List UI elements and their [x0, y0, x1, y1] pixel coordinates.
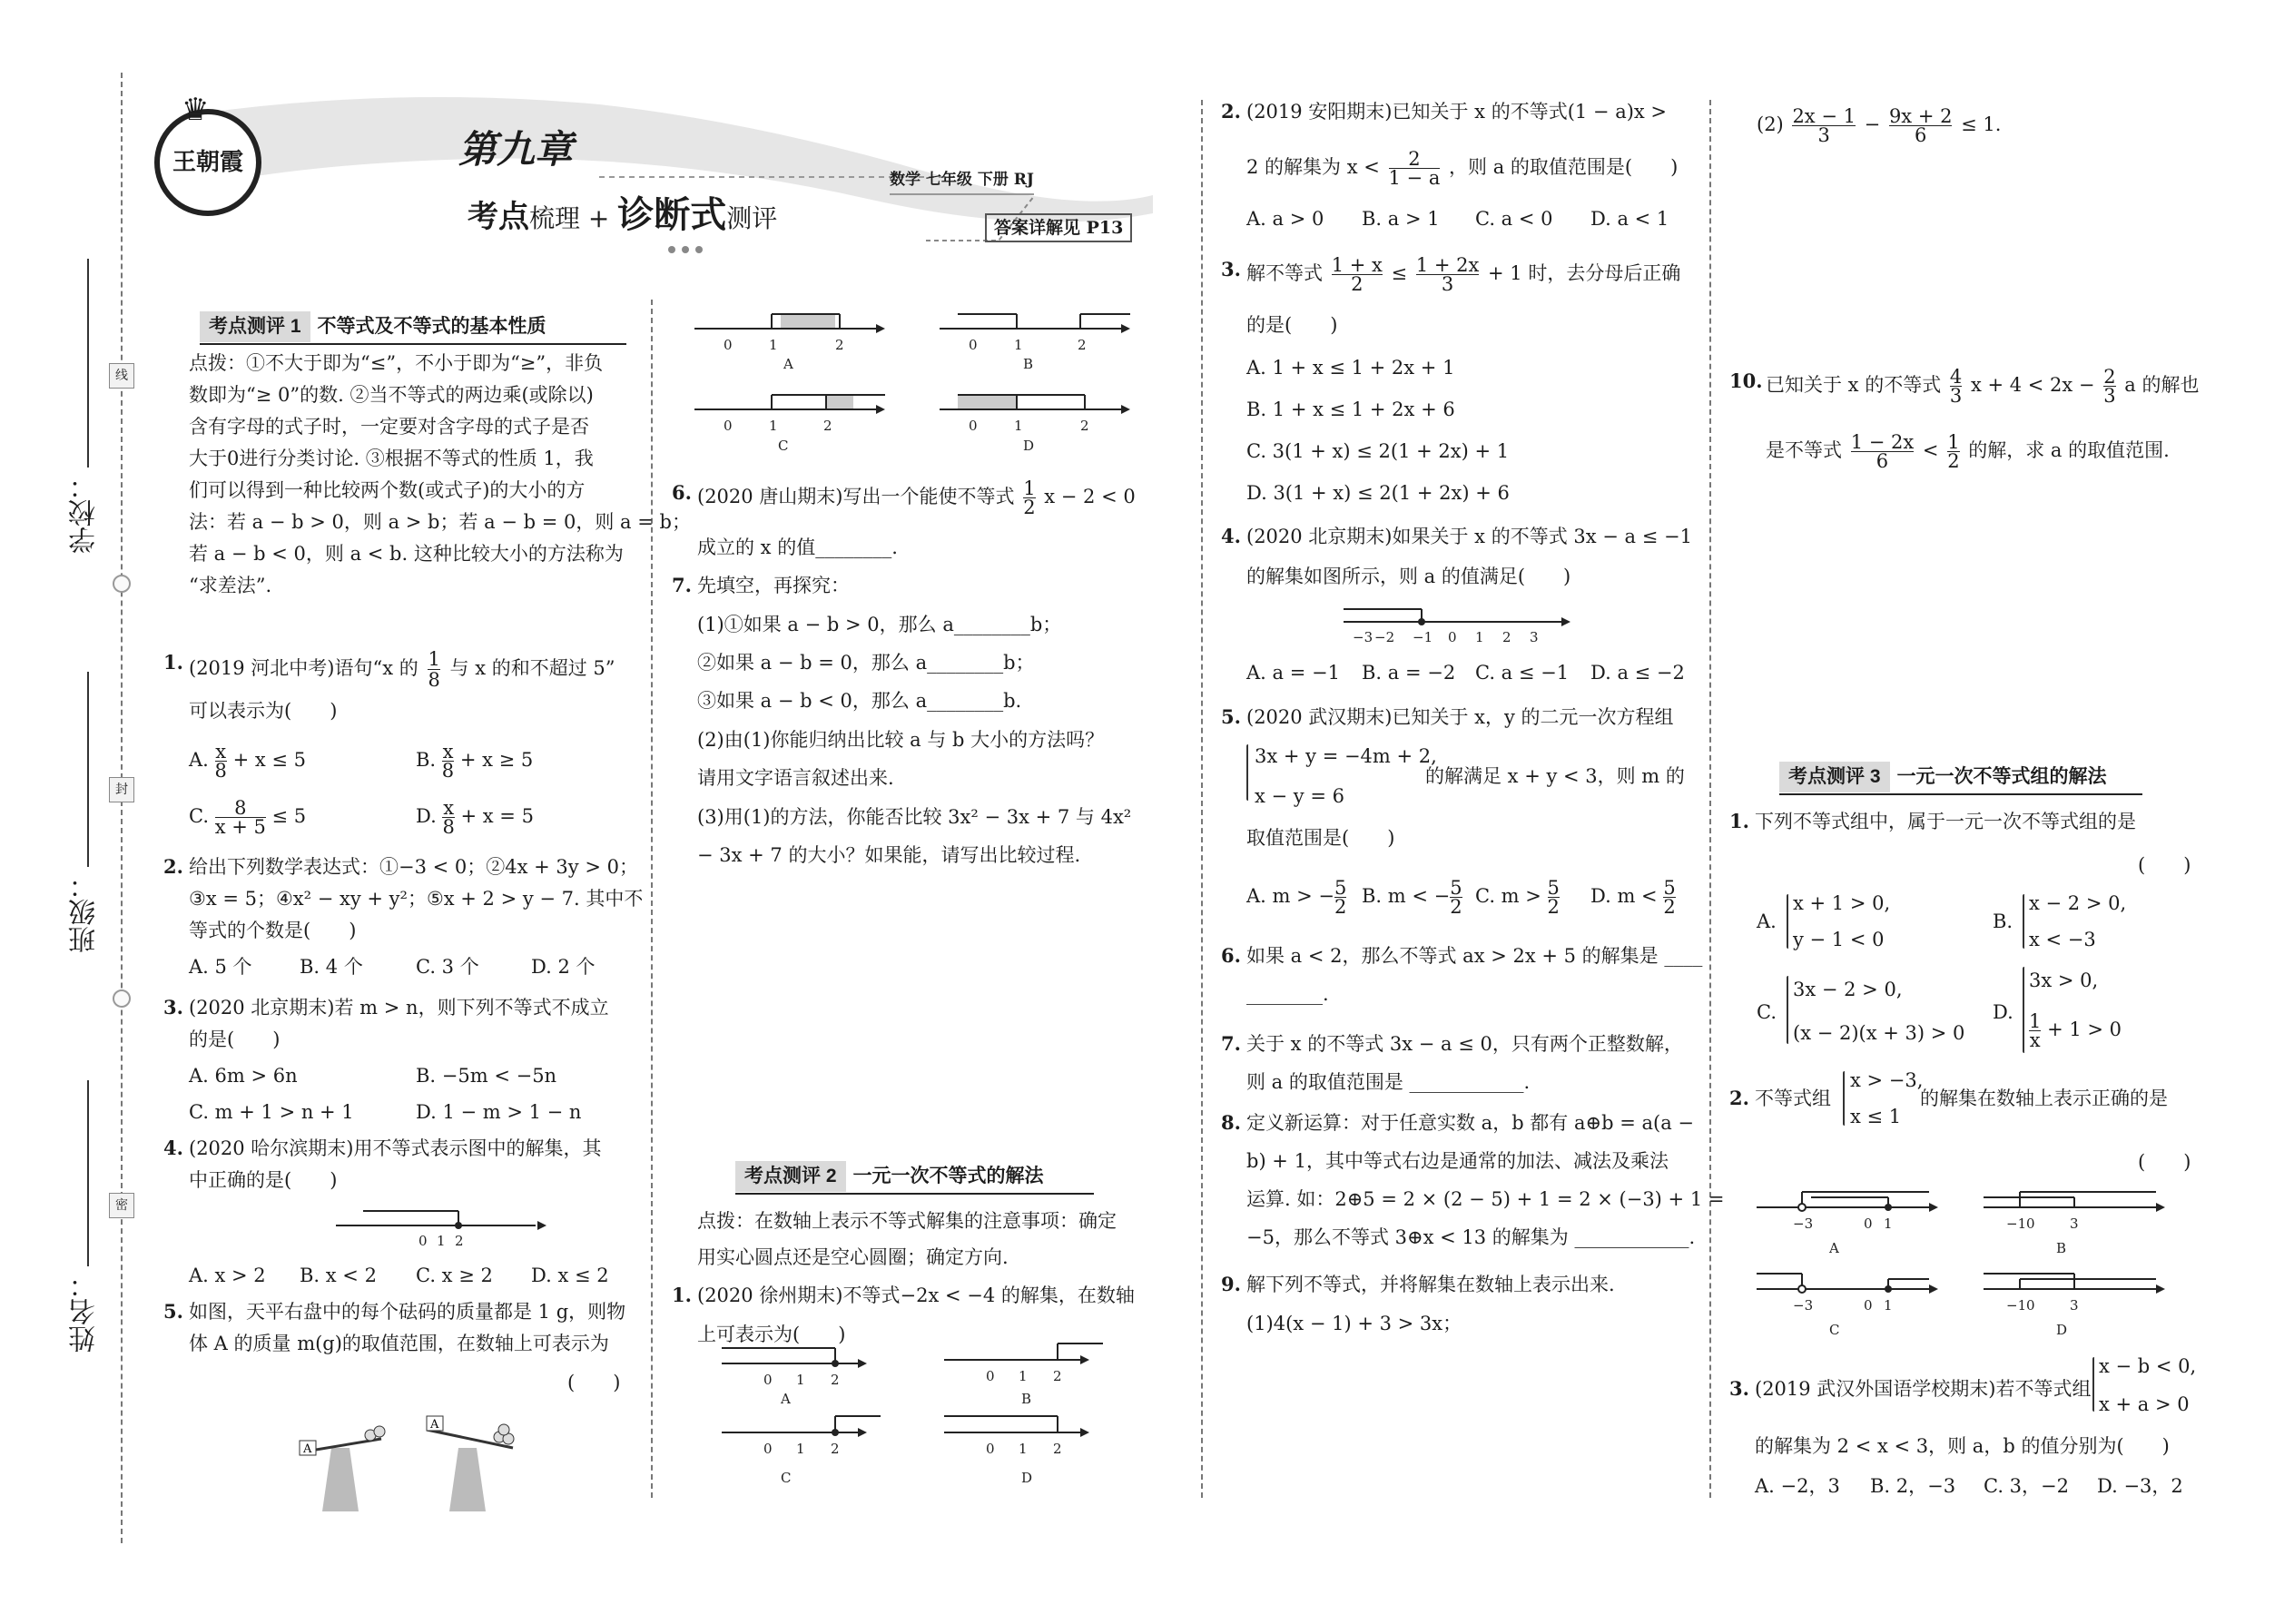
- question-number: 1.: [672, 1284, 692, 1306]
- option-b-eq: x < −3: [2029, 929, 2096, 950]
- svg-text:2: 2: [831, 1372, 840, 1388]
- svg-text:2: 2: [1053, 1368, 1062, 1384]
- svg-text:0: 0: [763, 1372, 773, 1388]
- q7-line[interactable]: ②如果 a − b = 0，那么 a________b；: [697, 652, 1035, 674]
- svg-text:2: 2: [1053, 1441, 1062, 1457]
- s3q2-option-d-line: [1984, 1266, 2174, 1339]
- question-number: 5.: [163, 1300, 183, 1323]
- q2-line2: 2 的解集为 x < $\frac{2}{1 - a}$ ，则 a 的取值范围是( ): [1246, 148, 1679, 189]
- svg-text:2: 2: [1502, 629, 1511, 645]
- q5-line: 如图，天平右盘中的每个砝码的质量都是 1 g，则物: [189, 1301, 626, 1323]
- shaded-range: [781, 314, 835, 329]
- question-number: 6.: [672, 481, 692, 504]
- svg-text:0: 0: [986, 1441, 995, 1457]
- option-d[interactable]: D. $\frac{x}{8}$ + x = 5: [416, 797, 534, 838]
- system-brace: [2023, 894, 2024, 949]
- system-brace: [2023, 967, 2024, 1053]
- svg-text:−3: −3: [1353, 629, 1373, 645]
- svg-text:A: A: [303, 1442, 312, 1456]
- svg-text:0: 0: [969, 418, 978, 434]
- q5-line3: 取值范围是( ): [1246, 827, 1395, 849]
- s3q2-option-c-line: [1757, 1266, 1947, 1339]
- section-2-heading: 考点测评 2 一元一次不等式的解法: [735, 1160, 1044, 1191]
- option-a-label[interactable]: A.: [1757, 910, 1777, 932]
- q4-line: (2020 北京期末)如果关于 x 的不等式 3x − a ≤ −1: [1246, 526, 1692, 547]
- option-a[interactable]: A. x > 2: [189, 1265, 266, 1286]
- question-number: 4.: [1221, 525, 1241, 547]
- question-number: 3.: [163, 996, 183, 1019]
- svg-text:0: 0: [1448, 629, 1457, 645]
- section-1-heading: 考点测评 1 不等式及不等式的基本性质: [200, 310, 546, 341]
- q6-line[interactable]: 如果 a < 2，那么不等式 ax > 2x + 5 的解集是 ____: [1246, 945, 1703, 967]
- question-number: 9.: [1221, 1273, 1241, 1295]
- gram-weight: [498, 1424, 509, 1435]
- svg-text:−1: −1: [1413, 629, 1433, 645]
- tick-label: 0: [418, 1233, 428, 1249]
- question-number: 7.: [1221, 1032, 1241, 1055]
- q9-line: (1)4(x − 1) + 3 > 3x；: [1246, 1313, 1462, 1334]
- gram-weight: [374, 1426, 385, 1437]
- q10-line: 已知关于 x 的不等式 $\frac{4}{3}$ x + 4 < 2x − $\frac{2}{3}$ a 的解也: [1766, 366, 2200, 407]
- q1-text-line2: 可以表示为( ): [189, 700, 338, 722]
- s3q3-eq: x − b < 0,: [2099, 1355, 2197, 1377]
- logo-crown-icon: ♛: [182, 92, 210, 128]
- option-d[interactable]: D. m < $\frac{5}{2}$: [1590, 877, 1676, 918]
- option-c[interactable]: C. $\frac{8}{x + 5}$ ≤ 5: [189, 797, 307, 838]
- shaded-range: [826, 395, 853, 409]
- system-eq-1: 3x + y = −4m + 2,: [1255, 745, 1437, 767]
- q5-option-d-line: [940, 386, 1139, 454]
- svg-text:−1: −1: [2006, 1216, 2027, 1232]
- svg-text:2: 2: [831, 1441, 840, 1457]
- q2-line: 等式的个数是( ): [189, 920, 357, 941]
- question-number: 7.: [672, 574, 692, 596]
- svg-text:0: 0: [724, 418, 733, 434]
- option-c[interactable]: C. m > $\frac{5}{2}$: [1475, 877, 1560, 918]
- q8-line: 运算. 如：2⊕5 = 2 × (2 − 5) + 1 = 2 × (−3) + 1 =: [1246, 1188, 1725, 1210]
- tick-label: 2: [455, 1233, 464, 1249]
- option-c-eq: 3x − 2 > 0,: [1793, 979, 1903, 1000]
- s2q1-option-d-line: [944, 1407, 1108, 1489]
- chapter-title: 第九章: [458, 127, 574, 172]
- q2-line: (2019 安阳期末)已知关于 x 的不等式(1 − a)x >: [1246, 101, 1668, 123]
- svg-text:1: 1: [1884, 1216, 1893, 1232]
- class-field[interactable]: [87, 672, 89, 867]
- svg-text:0: 0: [1864, 1297, 1873, 1314]
- option-label: B: [1021, 1391, 1032, 1407]
- name-field[interactable]: [87, 1080, 89, 1266]
- fraction: $\frac{1}{8}$: [428, 648, 440, 691]
- school-field[interactable]: [87, 259, 89, 468]
- option-label: B: [1023, 356, 1034, 372]
- option-label: D: [1021, 1470, 1033, 1486]
- option-d-eq: $\frac{1}{x}$ + 1 > 0: [2029, 1010, 2122, 1051]
- column-divider-1: [651, 300, 653, 1498]
- q7-line[interactable]: ③如果 a − b < 0，那么 a________b.: [697, 690, 1022, 712]
- option-d[interactable]: D. a < 1: [1590, 208, 1669, 230]
- option-d[interactable]: D. x ≤ 2: [531, 1265, 609, 1286]
- q8-line: 定义新运算：对于任意实数 a，b 都有 a⊕b = a(a −: [1246, 1112, 1694, 1134]
- binding-hole-2: [113, 989, 131, 1008]
- option-b[interactable]: B. 4 个: [300, 956, 363, 978]
- svg-text:A: A: [430, 1418, 439, 1432]
- svg-text:2: 2: [1080, 418, 1089, 434]
- q5-paren: ( ): [567, 1372, 621, 1393]
- s2q1-line: (2020 徐州期末)不等式−2x < −4 的解集，在数轴: [697, 1284, 1135, 1306]
- q7-line: (2)由(1)你能归纳出比较 a 与 b 大小的方法吗？: [697, 729, 1105, 751]
- s2q1-option-b-line: [944, 1334, 1108, 1407]
- question-number: 2.: [1221, 100, 1241, 123]
- option-a[interactable]: A. m > − $\frac{5}{2}$: [1246, 877, 1347, 918]
- q2-line: ③x = 5；④x² − xy + y²；⑤x + 2 > y − 7. 其中不: [189, 888, 644, 910]
- q6-line[interactable]: ________.: [1246, 983, 1329, 1005]
- q9-line: 解下列不等式，并将解集在数轴上表示出来.: [1246, 1274, 1615, 1295]
- s3q3-eq: x + a > 0: [2099, 1393, 2190, 1415]
- q7-line: (3)用(1)的方法，你能否比较 3x² − 3x + 7 与 4x²: [697, 806, 1132, 828]
- s3q2-post: 的解集在数轴上表示正确的是: [1920, 1088, 2168, 1109]
- tip-line: 数即为“≥ 0”的数. ②当不等式的两边乘(或除以): [189, 384, 594, 406]
- section-2-rule: [735, 1193, 1094, 1195]
- option-b[interactable]: B. a = −2: [1362, 662, 1456, 684]
- subject-meta: 数学 七年级 下册 RJ: [890, 166, 1034, 195]
- tip-line: 若 a − b < 0，则 a < b. 这种比较大小的方法称为: [189, 543, 624, 565]
- page-subtitle: 考点梳理 + 诊断式测评: [468, 193, 778, 236]
- axis-arrow: [537, 1221, 546, 1230]
- tip-line: 点拨：①不大于即为“≤”，不小于即为“≥”，非负: [189, 352, 604, 374]
- option-label: D: [2056, 1322, 2068, 1338]
- option-c[interactable]: C. 3，−2: [1984, 1475, 2069, 1497]
- q2-line: 给出下列数学表达式：①−3 < 0；②4x + 3y > 0；: [189, 856, 638, 878]
- q3-line2: 的是( ): [1246, 314, 1338, 336]
- tip-line: 法：若 a − b > 0，则 a > b；若 a − b = 0，则 a = b；: [189, 511, 691, 533]
- question-number: 5.: [1221, 705, 1241, 728]
- binding-hole-1: [113, 575, 131, 593]
- s2q1-line: 上可表示为( ): [697, 1324, 846, 1345]
- svg-text:1: 1: [796, 1441, 805, 1457]
- option-b[interactable]: B. x < 2: [300, 1265, 377, 1286]
- tip-line: 大于0进行分类讨论. ③根据不等式的性质 1，我: [189, 448, 594, 469]
- scale-base-1: [322, 1448, 359, 1511]
- seal-marker-1: 线: [109, 363, 134, 389]
- q7-line[interactable]: 则 a 的取值范围是 ____________.: [1246, 1071, 1531, 1093]
- option-b[interactable]: B. a > 1: [1362, 208, 1440, 230]
- option-label: A: [1829, 1240, 1839, 1256]
- answer-reference: 答案详解见 P13: [985, 213, 1132, 242]
- column-divider-3: [1709, 100, 1711, 1498]
- svg-text:1: 1: [1014, 418, 1023, 434]
- system-brace: [2092, 1357, 2094, 1412]
- q3-line: (2020 北京期末)若 m > n，则下列不等式不成立: [189, 997, 609, 1019]
- svg-text:−3: −3: [1793, 1297, 1814, 1314]
- q7-line[interactable]: (1)①如果 a − b > 0，那么 a________b；: [697, 614, 1062, 635]
- s3q1-paren: ( ): [2138, 854, 2191, 876]
- question-number: 8.: [1221, 1111, 1241, 1134]
- option-b[interactable]: B. $\frac{x}{8}$ + x ≥ 5: [416, 741, 534, 782]
- q5-option-a-line: [694, 309, 894, 372]
- scale-base-2: [449, 1448, 486, 1511]
- binding-dashed-line: [121, 73, 123, 1543]
- option-label: A: [783, 356, 793, 372]
- q4-line: 中正确的是( ): [189, 1169, 338, 1191]
- option-a[interactable]: A. −2，3: [1755, 1475, 1840, 1497]
- logo-text: 王朝霞: [172, 149, 243, 176]
- class-label: 班级：: [69, 871, 101, 953]
- s3q3-line2: 的解集为 2 < x < 3，则 a，b 的值分别为( ): [1755, 1435, 2170, 1457]
- question-number: 2.: [1729, 1087, 1749, 1109]
- system-eq-2: x − y = 6: [1255, 785, 1344, 807]
- svg-text:0: 0: [763, 1441, 773, 1457]
- question-number: 10.: [1729, 369, 1763, 392]
- option-c[interactable]: C. x ≥ 2: [416, 1265, 493, 1286]
- option-c[interactable]: C. a < 0: [1475, 208, 1553, 230]
- q5-line: 体 A 的质量 m(g)的取值范围，在数轴上可表示为: [189, 1333, 609, 1354]
- svg-text:−1: −1: [2006, 1297, 2027, 1314]
- column-divider-2: [1201, 100, 1203, 1498]
- s3q1-line: 下列不等式组中，属于一元一次不等式组的是: [1755, 811, 2136, 832]
- s2q1-option-a-line: [722, 1343, 885, 1407]
- q6-text: (2020 唐山期末)写出一个能使不等式 $\frac{1}{2}$ x − 2 < 0: [697, 477, 1136, 518]
- option-b-eq: x − 2 > 0,: [2029, 892, 2127, 914]
- seal-marker-3: 密: [109, 1193, 134, 1218]
- s3q2-option-b-line: [1984, 1185, 2174, 1257]
- s3q2-eq: x ≤ 1: [1850, 1106, 1902, 1127]
- option-a[interactable]: A. a > 0: [1246, 208, 1324, 230]
- svg-text:1: 1: [1475, 629, 1484, 645]
- option-d-eq: 3x > 0,: [2029, 969, 2099, 991]
- svg-text:1: 1: [1019, 1441, 1028, 1457]
- s3q2-eq: x > −3,: [1850, 1069, 1924, 1091]
- name-label: 姓名：: [69, 1271, 101, 1353]
- svg-text:1: 1: [769, 418, 778, 434]
- option-label: D: [1023, 438, 1035, 454]
- tip-line: 点拨：在数轴上表示不等式解集的注意事项：确定: [697, 1210, 1117, 1232]
- s3q2-paren: ( ): [2138, 1151, 2191, 1173]
- tick-label: 1: [437, 1233, 446, 1249]
- s3q2-option-a-line: [1757, 1185, 1947, 1257]
- q7-line: 关于 x 的不等式 3x − a ≤ 0，只有两个正整数解，: [1246, 1033, 1683, 1055]
- q4-number-line: [1344, 604, 1580, 649]
- svg-text:1: 1: [1019, 1368, 1028, 1384]
- option-a[interactable]: A. $\frac{x}{8}$ + x ≤ 5: [189, 741, 307, 782]
- question-number: 1.: [1729, 810, 1749, 832]
- option-c[interactable]: C. a ≤ −1: [1475, 662, 1570, 684]
- closed-dot: [455, 1222, 462, 1229]
- q5-line: (2020 武汉期末)已知关于 x，y 的二元一次方程组: [1246, 706, 1674, 728]
- s3q2-pre: 不等式组: [1755, 1088, 1831, 1109]
- shaded-range: [958, 395, 1017, 409]
- q3-text: 解不等式 $\frac{1 + x}{2}$ ≤ $\frac{1 + 2x}{3}$ + 1 时，去分母后正确: [1246, 254, 1681, 295]
- system-brace: [1787, 894, 1788, 949]
- svg-text:2: 2: [823, 418, 832, 434]
- svg-text:3: 3: [2070, 1297, 2079, 1314]
- q6-answer-blank[interactable]: 成立的 x 的值________.: [697, 536, 898, 558]
- svg-text:1: 1: [769, 337, 778, 353]
- q4-line: 的解集如图所示，则 a 的值满足( ): [1246, 566, 1571, 587]
- q7-line: 先填空，再探究：: [697, 575, 850, 596]
- option-d[interactable]: D. 1 − m > 1 − n: [416, 1101, 582, 1123]
- option-d-label[interactable]: D.: [1993, 1001, 2013, 1023]
- option-a[interactable]: A. 6m > 6n: [189, 1065, 298, 1087]
- option-label: C: [1829, 1322, 1840, 1338]
- option-a-eq: y − 1 < 0: [1793, 929, 1885, 950]
- option-c[interactable]: C. 3(1 + x) ≤ 2(1 + 2x) + 1: [1246, 440, 1510, 462]
- option-d[interactable]: D. 3(1 + x) ≤ 2(1 + 2x) + 6: [1246, 482, 1510, 504]
- option-b[interactable]: B. 1 + x ≤ 1 + 2x + 6: [1246, 399, 1455, 420]
- svg-text:2: 2: [835, 337, 844, 353]
- question-number: 1.: [163, 651, 183, 674]
- option-a[interactable]: A. 5 个: [189, 956, 252, 978]
- svg-text:0: 0: [724, 337, 733, 353]
- option-c-eq: (x − 2)(x + 3) > 0: [1793, 1022, 1965, 1044]
- q8-line[interactable]: −5，那么不等式 3⊕x < 13 的解集为 ____________.: [1246, 1226, 1696, 1248]
- option-label: A: [781, 1391, 791, 1407]
- q4-number-line: [336, 1207, 554, 1253]
- section-1-rule: [200, 343, 626, 345]
- svg-text:−2: −2: [1374, 629, 1395, 645]
- option-label: C: [781, 1470, 792, 1486]
- q7-line: 请用文字语言叙述出来.: [697, 767, 894, 789]
- svg-text:3: 3: [1530, 629, 1539, 645]
- q3-line: 的是( ): [189, 1029, 281, 1050]
- option-d[interactable]: D. a ≤ −2: [1590, 662, 1685, 684]
- option-d[interactable]: D. 2 个: [531, 956, 596, 978]
- svg-text:0: 0: [2026, 1297, 2035, 1314]
- tip-line: 们可以得到一种比较两个数(或式子)的大小的方: [189, 479, 586, 501]
- question-number: 3.: [1729, 1377, 1749, 1400]
- system-brace: [1787, 976, 1788, 1044]
- question-number: 3.: [1221, 258, 1241, 281]
- q5-option-b-line: [940, 309, 1139, 372]
- question-number: 2.: [163, 855, 183, 878]
- question-number: 4.: [163, 1137, 183, 1159]
- option-b[interactable]: B. m < − $\frac{5}{2}$: [1362, 877, 1462, 918]
- option-b[interactable]: B. 2，−3: [1870, 1475, 1956, 1497]
- s2q1-option-c-line: [722, 1407, 885, 1489]
- q4-line: (2020 哈尔滨期末)用不等式表示图中的解集，其: [189, 1137, 602, 1159]
- option-d[interactable]: D. −3，2: [2097, 1475, 2183, 1497]
- svg-text:0: 0: [969, 337, 978, 353]
- option-label: C: [778, 438, 789, 454]
- svg-text:−3: −3: [1793, 1216, 1814, 1232]
- svg-text:1: 1: [1014, 337, 1023, 353]
- school-label: 学校：: [69, 472, 101, 554]
- q5-option-c-line: [694, 386, 894, 454]
- svg-text:1: 1: [1884, 1297, 1893, 1314]
- tip-line: “求差法”.: [189, 575, 272, 596]
- tip-line: 用实心圆点还是空心圆圈；确定方向.: [697, 1246, 1009, 1268]
- option-c[interactable]: C. m + 1 > n + 1: [189, 1101, 354, 1123]
- svg-text:0: 0: [2026, 1216, 2035, 1232]
- q9-part2: (2) $\frac{2x - 1}{3}$ − $\frac{9x + 2}{6}$ ≤ 1.: [1757, 105, 2002, 146]
- option-a-eq: x + 1 > 0,: [1793, 892, 1891, 914]
- option-c-label[interactable]: C.: [1757, 1001, 1777, 1023]
- option-a[interactable]: A. 1 + x ≤ 1 + 2x + 1: [1246, 357, 1455, 379]
- seal-marker-2: 封: [109, 777, 134, 802]
- publisher-logo: [154, 92, 261, 216]
- q1-text: (2019 河北中考)语句“x 的 $\frac{1}{8}$ 与 x 的和不超过 5”: [189, 648, 615, 691]
- svg-text:1: 1: [796, 1372, 805, 1388]
- q8-line: b) + 1，其中等式右边是通常的加法、减法及乘法: [1246, 1150, 1669, 1172]
- svg-text:3: 3: [2070, 1216, 2079, 1232]
- svg-text:0: 0: [1864, 1216, 1873, 1232]
- option-a[interactable]: A. a = −1: [1246, 662, 1340, 684]
- q7-line: − 3x + 7 的大小？如果能，请写出比较过程.: [697, 844, 1081, 866]
- option-c[interactable]: C. 3 个: [416, 956, 479, 978]
- svg-text:2: 2: [1078, 337, 1087, 353]
- tip-line: 含有字母的式子时，一定要对含字母的式子是否: [189, 416, 589, 438]
- equation-system-brace: [1246, 744, 1248, 801]
- q10-line2: 是不等式 $\frac{1 - 2x}{6}$ < $\frac{1}{2}$ 的解，求 a 的取值范围.: [1766, 431, 2170, 472]
- svg-text:0: 0: [986, 1368, 995, 1384]
- section-3-heading: 考点测评 3 一元一次不等式组的解法: [1779, 761, 2107, 792]
- option-b-label[interactable]: B.: [1993, 910, 2013, 932]
- option-b[interactable]: B. −5m < −5n: [416, 1065, 557, 1087]
- s3q3-pre: (2019 武汉外国语学校期末)若不等式组: [1755, 1378, 2092, 1400]
- option-label: B: [2056, 1240, 2067, 1256]
- section-3-rule: [1779, 793, 2142, 795]
- balance-scale-figure: [290, 1412, 536, 1516]
- q5-line2: 的解满足 x + y < 3，则 m 的: [1425, 765, 1685, 787]
- question-number: 6.: [1221, 944, 1241, 967]
- system-brace: [1843, 1071, 1845, 1126]
